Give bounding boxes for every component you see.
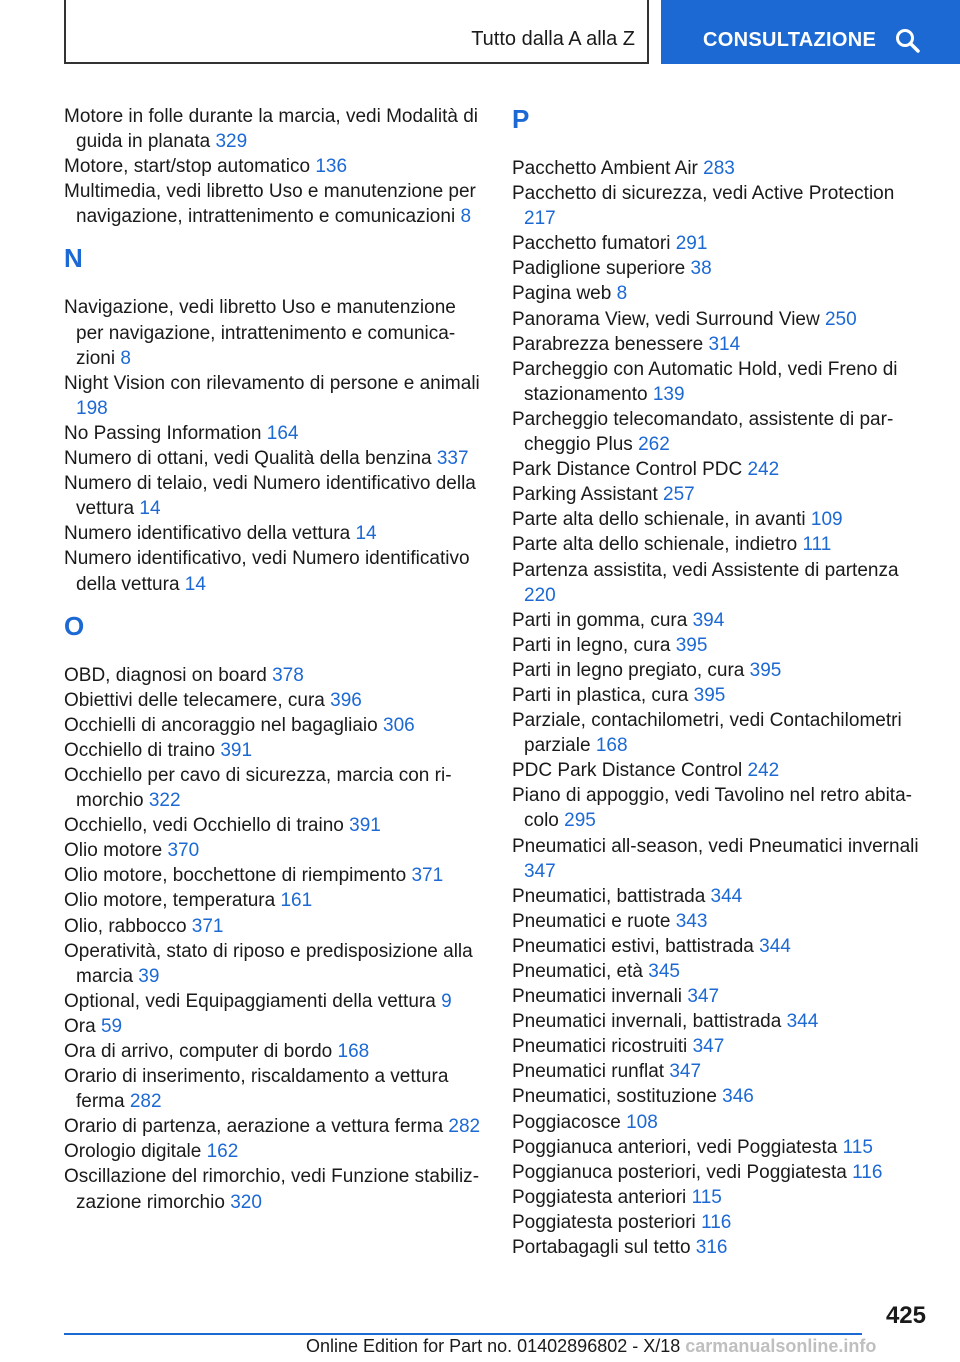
page-link[interactable]: 14 (184, 573, 206, 595)
page-link[interactable]: 344 (710, 885, 743, 907)
page-link[interactable]: 116 (852, 1161, 883, 1183)
page-link[interactable]: 395 (675, 634, 708, 656)
entry-text: Motore, start/stop automatico (64, 156, 311, 178)
page-link[interactable]: 262 (638, 434, 670, 456)
header-section-tab[interactable] (661, 0, 960, 64)
edition-text: Online Edition for Part no. 01402896802 - X/18 (306, 1336, 681, 1356)
index-entry (64, 738, 482, 763)
entry-text: OBD, diagnosi on board (64, 664, 267, 686)
index-entry (64, 154, 482, 179)
index-entry (512, 959, 924, 984)
entry-text: Pneumatici invernali (512, 986, 683, 1008)
index-entry (512, 683, 924, 708)
index-entry (64, 546, 482, 596)
letter-heading: P (512, 104, 530, 134)
footer (306, 1336, 876, 1357)
entry-text: Numero identificativo della vettura (64, 523, 351, 545)
index-entry (512, 558, 924, 608)
index-entry (64, 471, 482, 521)
page-link[interactable]: 109 (810, 509, 843, 531)
page-link[interactable]: 371 (411, 865, 444, 887)
page-link[interactable]: 115 (691, 1186, 722, 1208)
page-link[interactable]: 391 (220, 739, 253, 761)
index-entry (512, 256, 924, 281)
index-entry (64, 1039, 482, 1064)
entry-text: Multimedia, vedi libretto Uso e manutenzione per navigazione, intrattenimento e comunicazioni (64, 181, 476, 228)
entry-text: Operatività, stato di riposo e predisposizione alla marcia (64, 940, 473, 987)
page-link[interactable]: 283 (703, 158, 735, 179)
index-entry (512, 884, 924, 909)
index-entry (64, 1014, 482, 1039)
search-icon[interactable] (895, 28, 921, 54)
index-column-right (512, 104, 924, 1260)
page-link[interactable]: 346 (722, 1086, 754, 1108)
page-link[interactable]: 347 (524, 860, 556, 882)
page-link[interactable]: 8 (460, 206, 472, 228)
entry-text: Pneumatici invernali, battistrada (512, 1011, 782, 1033)
letter-heading: N (64, 243, 83, 274)
entry-text: Pneumatici, battistrada (512, 885, 706, 907)
page-link[interactable]: 391 (349, 815, 381, 837)
index-entry (512, 1135, 924, 1160)
page-link[interactable]: 322 (148, 790, 181, 812)
page-link[interactable]: 14 (355, 523, 377, 545)
entry-text: Orario di partenza, aerazione a vettura ferma (64, 1116, 444, 1138)
entry-text: Night Vision con rilevamento di persone e animali (64, 372, 480, 394)
page-link[interactable]: 38 (690, 258, 712, 280)
entry-text: Pacchetto fumatori (512, 233, 671, 255)
index-entry (512, 608, 924, 633)
entry-text: Parti in plastica, cura (512, 684, 689, 706)
entry-text: Ora (64, 1015, 96, 1037)
index-entry (512, 984, 924, 1009)
entry-text: Panorama View, vedi Surround View (512, 308, 820, 330)
index-entry (512, 1034, 924, 1059)
entry-text: Parte alta dello schienale, in avanti (512, 509, 806, 531)
letter-heading: O (64, 610, 85, 641)
page-link[interactable]: 39 (138, 965, 160, 987)
page-link[interactable]: 257 (663, 484, 695, 506)
entry-text: Navigazione, vedi libretto Uso e manutenzione per navigazione, intrattenimento e comunicazioni (64, 297, 456, 369)
index-entry (512, 633, 924, 658)
entry-text: PDC Park Distance Control (512, 760, 743, 782)
page-link[interactable]: 250 (824, 308, 857, 330)
index-entry (512, 1235, 924, 1260)
index-entry (512, 532, 924, 557)
page-link[interactable]: 111 (802, 534, 832, 556)
index-entry (512, 1009, 924, 1034)
section-label: CONSULTAZIONE (703, 29, 877, 51)
page-link[interactable]: 295 (564, 810, 596, 832)
index-entry (64, 446, 482, 471)
entry-text: Orologio digitale (64, 1141, 202, 1163)
page-link[interactable]: 59 (100, 1015, 123, 1037)
index-entry (512, 783, 924, 833)
page-link[interactable]: 396 (330, 689, 362, 711)
page-link[interactable]: 217 (524, 208, 556, 230)
entry-text: Pneumatici runflat (512, 1061, 665, 1083)
page-link[interactable]: 168 (337, 1041, 370, 1062)
index-entry (64, 1164, 482, 1214)
index-entry (64, 939, 482, 989)
page-link[interactable]: 320 (230, 1191, 262, 1213)
entry-text: Occhiello per cavo di sicurezza, marcia con rimorchio (64, 764, 452, 812)
index-entry (64, 1114, 482, 1139)
index-entry (512, 934, 924, 959)
entry-text: Poggianuca anteriori, vedi Poggiatesta (512, 1136, 838, 1158)
index-entry (64, 813, 482, 838)
page-link[interactable]: 371 (191, 915, 224, 937)
entry-text: Numero di ottani, vedi Qualità della benzina (64, 448, 432, 470)
entry-text: Orario di inserimento, riscaldamento a vettura ferma (64, 1066, 449, 1113)
index-entry (512, 834, 924, 884)
entry-text: Parcheggio con Automatic Hold, vedi Freno di stazionamento (512, 358, 898, 405)
entry-text: Pacchetto di sicurezza, vedi Active Protection (512, 183, 895, 205)
index-entry (64, 713, 482, 738)
entry-text: Obiettivi delle telecamere, cura (64, 689, 325, 711)
entry-text: Parti in legno, cura (512, 634, 671, 656)
index-column-left (64, 104, 482, 1215)
page-link[interactable]: 291 (675, 233, 708, 255)
index-entry (512, 507, 924, 532)
page-link[interactable]: 347 (692, 1036, 725, 1058)
page-link[interactable]: 139 (652, 383, 685, 405)
entry-text: Parte alta dello schienale, indietro (512, 534, 798, 556)
page-link[interactable]: 168 (595, 735, 628, 757)
entry-text: Poggiacosce (512, 1111, 621, 1133)
entry-text: Pneumatici e ruote (512, 910, 671, 932)
watermark: carmanualsonline.info (685, 1336, 877, 1356)
page-link[interactable]: 220 (524, 584, 556, 606)
entry-text: Poggiatesta posteriori (512, 1211, 696, 1233)
index-entry (64, 663, 482, 688)
entry-text: Padiglione superiore (512, 258, 686, 280)
page-link[interactable]: 370 (167, 840, 200, 862)
index-entry (512, 1210, 924, 1235)
page-link[interactable]: 316 (695, 1237, 728, 1259)
index-entry (64, 1064, 482, 1114)
page-link[interactable]: 164 (266, 422, 299, 444)
entry-text: Pneumatici, età (512, 961, 643, 982)
index-entry (64, 989, 482, 1014)
page-link[interactable]: 343 (675, 910, 708, 932)
index-entry (512, 457, 924, 482)
index-entry (512, 281, 924, 306)
entry-text: Occhiello, vedi Occhiello di traino (64, 815, 344, 837)
page-link[interactable]: 242 (747, 760, 780, 782)
page-link[interactable]: 14 (139, 498, 161, 520)
index-entry (512, 658, 924, 683)
footer-rule (64, 1333, 862, 1335)
page-number: 425 (885, 1302, 926, 1329)
entry-text: Pneumatici estivi, battistrada (512, 935, 754, 957)
entry-text: Partenza assistita, vedi Assistente di partenza (512, 559, 899, 581)
page-link[interactable]: 347 (687, 986, 720, 1008)
index-entry (512, 708, 924, 758)
index-entry (512, 407, 924, 457)
index-entry (64, 914, 482, 939)
page-link[interactable]: 116 (701, 1211, 732, 1233)
page-link[interactable]: 395 (693, 684, 726, 706)
page-link[interactable]: 282 (448, 1116, 481, 1138)
page-link[interactable]: 198 (76, 397, 108, 419)
index-entry (64, 295, 482, 370)
entry-text: Motore in folle durante la marcia, vedi Modalità di guida in planata (64, 106, 478, 153)
entry-text: Occhiello di traino (64, 739, 216, 761)
index-entry (64, 104, 482, 154)
index-entry (64, 421, 482, 446)
index-entry (64, 179, 482, 229)
index-entry (64, 371, 482, 421)
index-entry (512, 1185, 924, 1210)
page-link[interactable]: 8 (616, 283, 628, 305)
page-link[interactable]: 329 (215, 131, 248, 153)
entry-text: Parti in gomma, cura (512, 609, 688, 631)
index-entry (512, 156, 924, 181)
index-entry (512, 1084, 924, 1109)
index-entry (64, 1139, 482, 1164)
page-link[interactable]: 136 (315, 156, 348, 178)
entry-text: Park Distance Control PDC (512, 459, 743, 481)
page-link[interactable]: 115 (842, 1136, 873, 1158)
page-link[interactable]: 306 (383, 714, 415, 736)
entry-text: Parabrezza benessere (512, 333, 704, 355)
entry-text: Parti in legno pregiato, cura (512, 659, 745, 681)
entry-text: Parziale, contachilometri, vedi Contachilometri parziale (512, 710, 902, 757)
page-link[interactable]: 344 (759, 935, 791, 957)
page-link[interactable]: 161 (280, 890, 313, 912)
entry-text: Numero di telaio, vedi Numero identificativo della vettura (64, 473, 476, 520)
page-link[interactable]: 162 (206, 1141, 239, 1163)
index-entry (512, 482, 924, 507)
entry-text: Oscillazione del rimorchio, vedi Funzione stabilizzazione rimorchio (64, 1166, 480, 1213)
header-title-box (64, 0, 649, 64)
entry-text: Olio motore (64, 840, 163, 862)
page-link[interactable]: 378 (272, 664, 304, 686)
index-entry (512, 231, 924, 256)
index-entry (512, 909, 924, 934)
entry-text: Poggianuca posteriori, vedi Poggiatesta (512, 1161, 847, 1183)
index-entry (64, 863, 482, 888)
page-link[interactable]: 242 (747, 459, 780, 481)
page-link[interactable]: 345 (648, 961, 680, 982)
index-entry (512, 357, 924, 407)
page-link[interactable]: 394 (692, 609, 725, 631)
page-link[interactable]: 8 (120, 347, 131, 369)
entry-text: Piano di appoggio, vedi Tavolino nel retro abitacolo (512, 785, 912, 832)
entry-text: Portabagagli sul tetto (512, 1237, 691, 1259)
index-entry (512, 758, 924, 783)
entry-text: Pneumatici, sostituzione (512, 1086, 717, 1108)
page-link[interactable]: 9 (441, 990, 452, 1012)
entry-text: Pacchetto Ambient Air (512, 158, 698, 179)
page-link[interactable]: 108 (626, 1111, 658, 1133)
page-link[interactable]: 344 (786, 1011, 819, 1033)
index-entry (512, 181, 924, 231)
entry-text: Pneumatici all-season, vedi Pneumatici invernali (512, 835, 919, 857)
entry-text: Optional, vedi Equipaggiamenti della vettura (64, 990, 436, 1012)
index-entry (64, 688, 482, 713)
entry-text: Poggiatesta anteriori (512, 1186, 687, 1208)
entry-text: Parcheggio telecomandato, assistente di parcheggio Plus (512, 408, 894, 456)
entry-text: Parking Assistant (512, 484, 658, 506)
index-entry (512, 307, 924, 332)
page-link[interactable]: 395 (749, 659, 782, 681)
page-link[interactable]: 282 (129, 1091, 162, 1113)
header-title: Tutto dalla A alla Z (471, 28, 635, 50)
entry-text: No Passing Information (64, 422, 262, 444)
entry-text: Occhielli di ancoraggio nel bagagliaio (64, 714, 378, 736)
page-link[interactable]: 314 (708, 333, 741, 355)
index-entry (512, 332, 924, 357)
page-link[interactable]: 337 (436, 448, 469, 470)
entry-text: Numero identificativo, vedi Numero identificativo della vettura (64, 548, 470, 595)
index-entry (512, 1110, 924, 1135)
entry-text: Olio motore, bocchettone di riempimento (64, 865, 407, 887)
entry-text: Pagina web (512, 283, 612, 305)
entry-text: Olio motore, temperatura (64, 890, 276, 912)
index-entry (512, 1160, 924, 1185)
index-entry (64, 521, 482, 546)
entry-text: Ora di arrivo, computer di bordo (64, 1041, 333, 1062)
index-entry (64, 888, 482, 913)
entry-text: Pneumatici ricostruiti (512, 1036, 688, 1058)
index-entry (64, 763, 482, 813)
index-entry (64, 838, 482, 863)
entry-text: Olio, rabbocco (64, 915, 187, 937)
page-link[interactable]: 347 (669, 1061, 702, 1083)
index-entry (512, 1059, 924, 1084)
